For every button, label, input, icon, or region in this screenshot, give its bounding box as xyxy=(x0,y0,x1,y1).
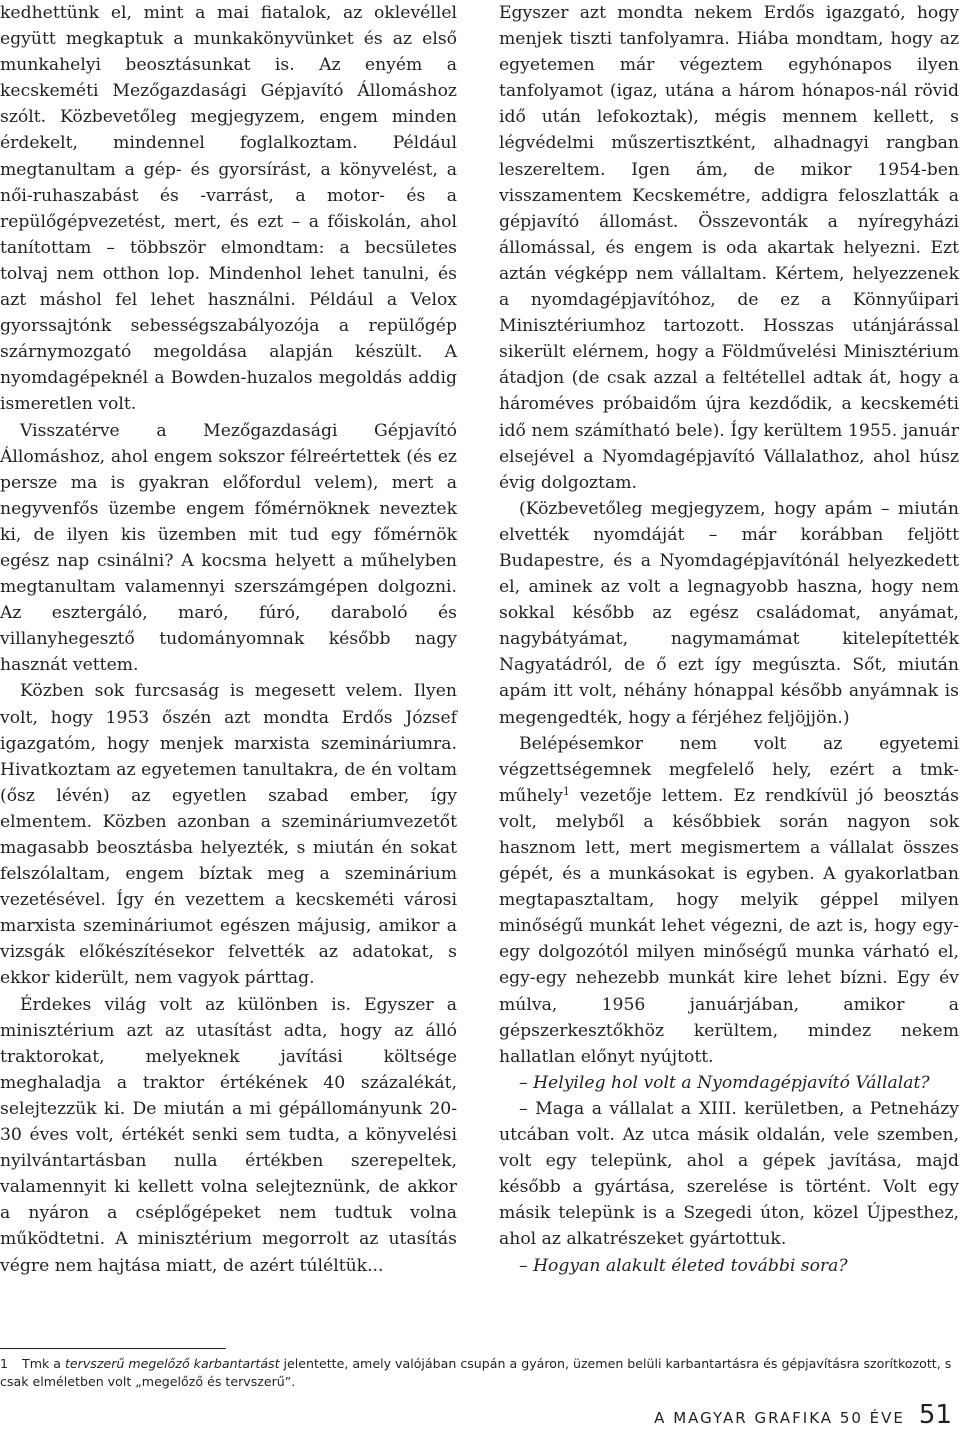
paragraph-right-3-end: vezetője lettem. Ez rendkívül jó beosztás volt, melyből a későbbiek során nagyon sok hasznom lett, mert megismertem a vállalat összes gépét, és a munkásokat is egyben. A gyakorlatban megtapasztaltam, hogy melyik géppel milyen minőségű munkát lehet végezni, de azt is, hogy egy-egy dolgozótól milyen minőségű munka várható el, egy-egy nehezebb munkát kire lehet bízni. Egy év múlva, 1956 januárjában, amikor a gépszerkesztőkhöz kerültem, mindez nekem hallatlan előnyt nyújtott. xyxy=(499,785,959,1067)
question-dash: – xyxy=(519,1255,534,1276)
footnote-emphasis: tervszerű megelőző karbantartást xyxy=(64,1356,280,1371)
paragraph-right-2: (Közbevetőleg megjegyzem, hogy apám – miután elvették nyomdáját – már korábban feljött Budapestre, és a Nyomdagépjavítónál helyezkedett el, aminek az volt a legnagyobb haszna, hogy nem sokkal később az egész családomat, anyámat, nagybátyámat, nagymamámat kitelepítették Nagyatádról, de ő ezt így megúszta. Sőt, miután apám itt volt, néhány hónappal később anyámnak is megengedték, hogy a férjéhez feljöjjön.) xyxy=(499,498,959,728)
paragraph-left-2: Visszatérve a Mezőgazdasági Gépjavító Állomáshoz, ahol engem sokszor félreértettek (és ez persze ma is gyakran előfordul velem), mert a negyvenfős üzembe engem főmérnöknek neveztek ki, de ilyen kis üzemben mit tud egy főmérnök egész nap csinálni? A kocsma helyett a műhelyben megtanultam valamennyi szerszámgépen dolgozni. Az esztergáló, maró, fúró, daraboló és villanyhegesztő tudományomnak később nagy hasznát vettem. xyxy=(0,420,457,676)
footnote-reference[interactable]: 1 xyxy=(562,784,570,798)
paragraph-left-1: kedhettünk el, mint a mai fiatalok, az oklevéllel együtt megkaptuk a munkakönyvünket és az első munkahelyi beosztásunkat is. Az enyém a kecskeméti Mezőgazdasági Gépjavító Állomáshoz szólt. Közbevetőleg megjegyzem, engem minden érdekelt, mindennel foglalkoztam. Például megtanultam a gép- és gyorsírást, a könyvelést, a női-ruhaszabást és -varrást, a motor- és a repülőgépvezetést, mert, és ezt – a főiskolán, ahol tanítottam – többször elmondtam: a becsületes tolvaj nem otthon lop. Mindenhol lehet tanulni, és azt máshol fel lehet használni. Például a Velox gyorssajtónk sebességszabályozója a repülőgép szárnymozgató megoldása alapján készült. A nyomdagépeknél a Bowden-huzalos megoldás addig ismeretlen volt. xyxy=(0,3,457,415)
question-text: Hogyan alakult életed további sora? xyxy=(533,1255,848,1276)
footnote-number: 1 xyxy=(0,1356,9,1371)
interview-question-2 xyxy=(499,1253,959,1279)
paragraph-right-3 xyxy=(499,731,959,1070)
question-text: Helyileg hol volt a Nyomdagépjavító Vállalat? xyxy=(533,1072,930,1093)
question-dash: – xyxy=(519,1072,534,1093)
footnote xyxy=(0,1355,955,1391)
footnote-text-start: Tmk a xyxy=(22,1356,65,1371)
paragraph-right-3-start: Belépésemkor nem volt az egyetemi végzettségemnek megfelelő hely, ezért a tmk-műhely xyxy=(499,733,959,806)
footnote-divider xyxy=(0,1348,226,1349)
right-text-column xyxy=(499,0,959,1279)
running-footer-title: A MAGYAR GRAFIKA 50 ÉVE xyxy=(654,1409,905,1427)
paragraph-left-4: Érdekes világ volt az különben is. Egyszer a minisztérium azt az utasítást adta, hogy az álló traktorokat, melyeknek javítási költsége meghaladja a traktor értékének 40 százalékát, selejtezzük ki. De miután a mi gépállományunk 20-30 éves volt, értékét senki sem tudta, a könyvelési nyilvántartásban nulla értékben szerepeltek, valamennyit ki kellett volna selejteznünk, de akkor a nyáron a cséplőgépeket nem tudtuk volna működtetni. A minisztérium megorrolt az utasítás végre nem hajtása miatt, de azért túléltük... xyxy=(0,994,457,1276)
footnote-text-end: jelentette, amely valójában csupán a gyáron, üzemen belüli karbantartásra és gépjavításra szorítkozott, s csak elméletben volt „megelőző és tervszerű”. xyxy=(0,1356,952,1389)
page-footer xyxy=(654,1400,952,1432)
page-number: 51 xyxy=(918,1400,952,1430)
left-text-column xyxy=(0,0,457,1279)
paragraph-right-1: Egyszer azt mondta nekem Erdős igazgató, hogy menjek tiszti tanfolyamra. Hiába mondtam, hogy az egyetemen már végeztem egyhónapos ilyen tanfolyamot (igaz, utána a három hónapos-nál rövid idő után lefokoztak), mégis mennem kellett, s légvédelmi műszertisztként, alhadnagyi rangban leszereltem. Igen ám, de mikor 1954-ben visszamentem Kecskemétre, addigra feloszlatták a gépjavító állomást. Összevonták a nyíregyházi állomással, és engem is oda akartak helyezni. Ezt aztán végképp nem vállaltam. Kértem, helyezzenek a nyomdagépjavítóhoz, de ez a Könnyűipari Minisztériumhoz tartozott. Hosszas utánjárással sikerült elérnem, hogy a Földművelési Minisztérium átadjon (de csak azzal a feltétellel adtak át, hogy a hároméves próbaidőm újra kezdődik, a kecskeméti idő nem számítható bele). Így kerültem 1955. január elsejével a Nyomdagépjavító Vállalathoz, ahol húsz évig dolgoztam. xyxy=(499,3,959,493)
interview-answer-1: – Maga a vállalat a XIII. kerületben, a Petneházy utcában volt. Az utca másik oldalán, vele szemben, volt egy telepünk, ahol a gépek javítása, majd később a gyártása, szerelése is történt. Volt egy másik telepünk is a Szegedi úton, közel Újpesthez, ahol az alkatrészeket gyártottuk. xyxy=(499,1098,959,1250)
paragraph-left-3: Közben sok furcsaság is megesett velem. Ilyen volt, hogy 1953 őszén azt mondta Erdős József igazgatóm, hogy menjek marxista szemináriumra. Hivatkoztam az egyetemen tanultakra, de én voltam (ősz lévén) az egyetlen szabad ember, így elmentem. Közben azonban a szemináriumvezetőt magasabb beosztásba helyezték, s miután én sokat felszólaltam, engem bíztak meg a szeminárium vezetésével. Így én vezettem a kecskeméti városi marxista szemináriumot egészen májusig, amikor a vizsgák előkészítésekor felvették az adatokat, s ekkor kiderült, nem vagyok párttag. xyxy=(0,681,457,989)
interview-question-1 xyxy=(499,1070,959,1096)
